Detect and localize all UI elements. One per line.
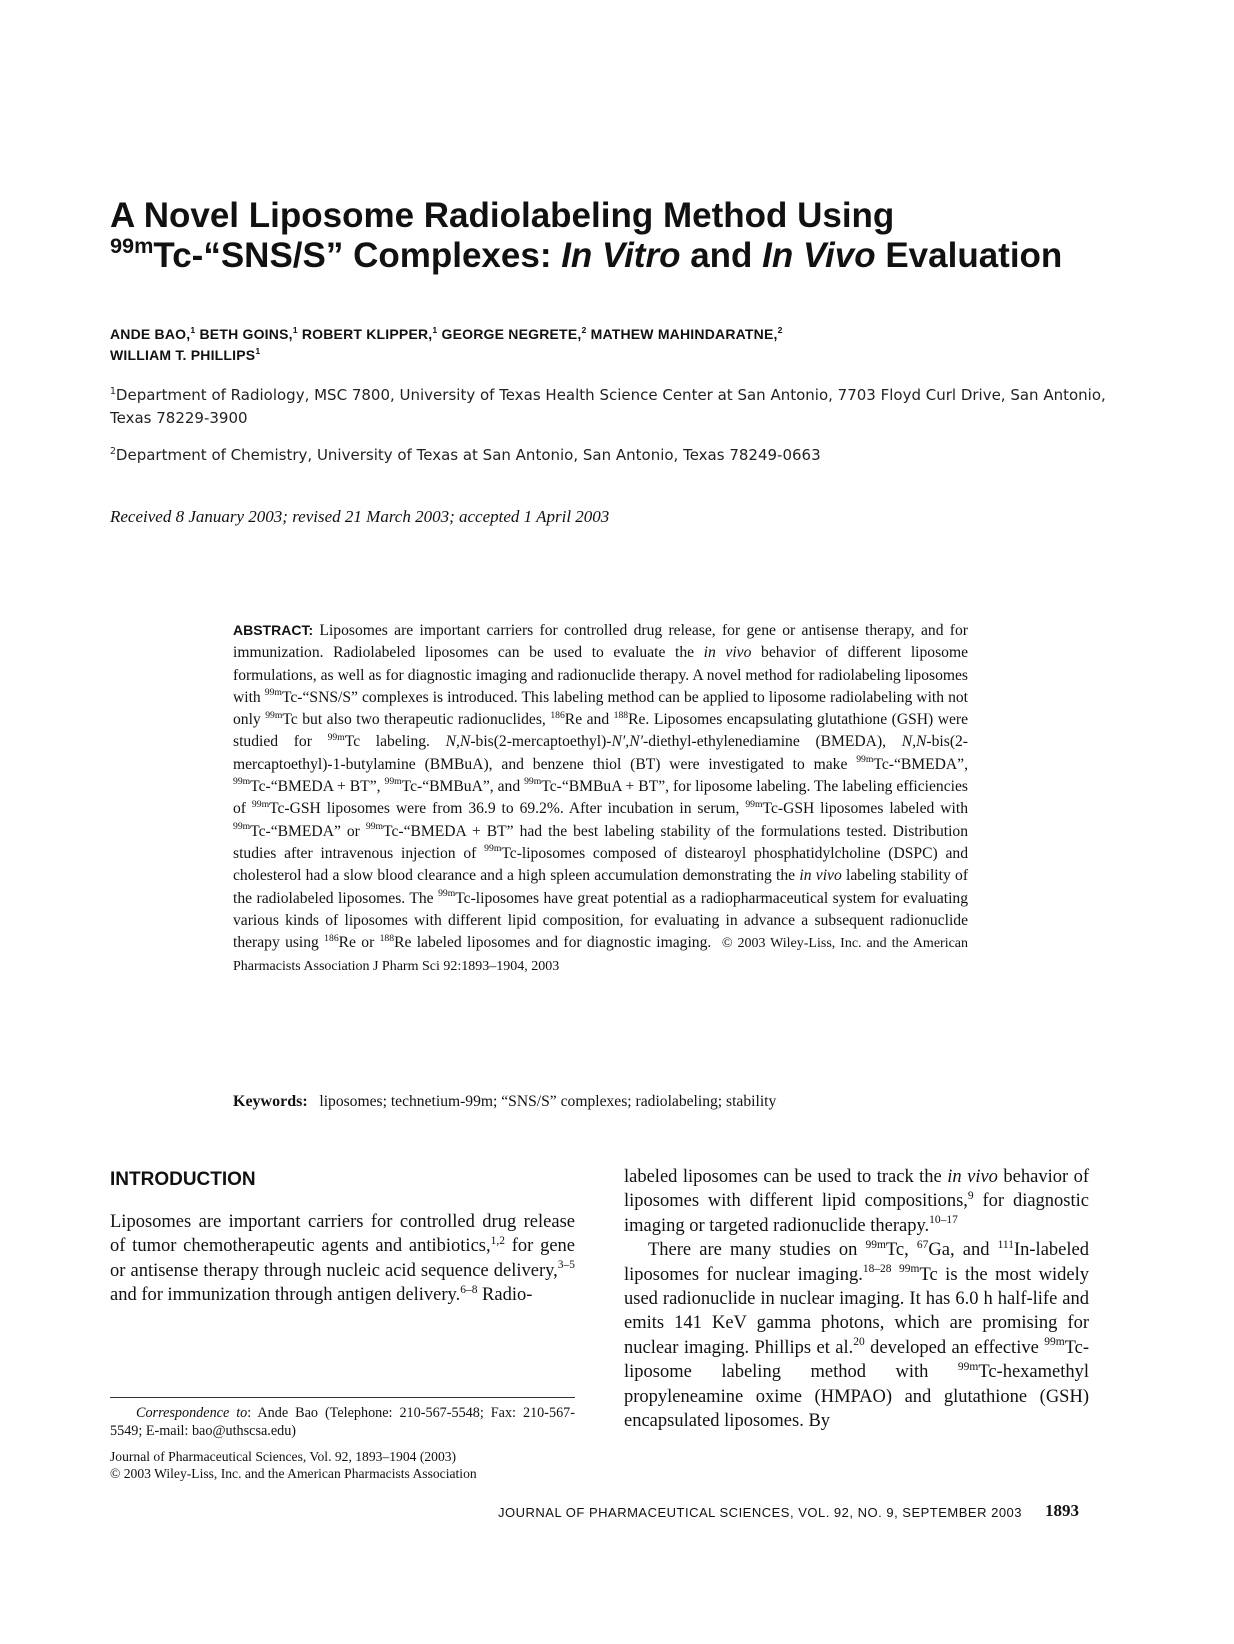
article-title — [110, 196, 1120, 276]
footnote-divider — [110, 1397, 575, 1398]
title-in-vivo: In Vivo — [762, 236, 876, 275]
author: MATHEW MAHINDARATNE,$^2$ — [590, 324, 783, 342]
abstract-label: ABSTRACT: — [233, 622, 314, 638]
intro-paragraph-2: There are many studies on $^{99m}$Tc, $^{67}$Ga, and $^{111}$In-labeled liposomes for nuclear imaging.$^{18-28}$ $^{99m}$Tc is the most widely used radionuclide in nuclear imaging. It has 6.0 h half-life and emits 141 KeV gamma photons, which are promising for nuclear imaging. Phillips et al.$^{20}$ developed an effective $^{99m}$Tc-liposome labeling method with $^{99m}$Tc-hexamethyl propyleneamine oxime (HMPAO) and glutathione (GSH) encapsulated liposomes. By — [624, 1238, 1089, 1432]
affiliation-2: $^2$Department of Chemistry, University of Texas at San Antonio, San Antonio, Texas 78249-0663 — [110, 445, 821, 464]
title-in-vitro: In Vitro — [561, 236, 681, 275]
correspondence-label: Correspondence to — [136, 1405, 248, 1421]
journal-copyright: © 2003 Wiley-Liss, Inc. and the American Pharmacists Association — [110, 1465, 477, 1481]
intro-paragraph-continued: labeled liposomes can be used to track the in vivo behavior of liposomes with different lipid compositions,$^9$ for diagnostic imaging or targeted radionuclide therapy.$^{10-17}$ — [624, 1167, 1090, 1236]
title-line-2-a: Tc-“SNS/S” Complexes: — [153, 236, 562, 275]
keywords — [233, 1091, 968, 1113]
intro-right-column — [624, 1165, 1089, 1433]
page-number: 1893 — [1045, 1501, 1079, 1520]
received-dates: Received 8 January 2003; revised 21 March 2003; accepted 1 April 2003 — [110, 507, 610, 526]
title-isotope-sup: 99m — [110, 233, 154, 259]
intro-paragraph-left: Liposomes are important carriers for controlled drug release of tumor chemotherapeutic agents and antibiotics,$^{1,2}$ for gene or antisense therapy through nucleic acid sequence delivery,$^{3-5}$ and for immunization through antigen delivery.$^{6-8}$ Radio- — [110, 1212, 575, 1306]
journal-info — [110, 1449, 575, 1482]
title-and: and — [680, 236, 763, 275]
correspondence-footnote: Correspondence to: Ande Bao (Telephone: 210-567-5548; Fax: 210-567-5549; E-mail: bao@uthscsa.edu) — [110, 1405, 575, 1439]
affiliation-1: $^1$Department of Radiology, MSC 7800, University of Texas Health Science Center at San Antonio, 7703 Floyd Curl Drive, San Antonio, Texas 78229-3900 — [110, 385, 1106, 427]
title-line-1: A Novel Liposome Radiolabeling Method Using — [110, 196, 895, 235]
running-footer: JOURNAL OF PHARMACEUTICAL SCIENCES, VOL. 92, NO. 9, SEPTEMBER 2003 — [498, 1505, 1023, 1520]
abstract-citation: © 2003 Wiley-Liss, Inc. and the American Pharmacists Association J Pharm Sci 92:1893–1904, 2003 — [233, 936, 969, 975]
journal-citation: Journal of Pharmaceutical Sciences, Vol. 92, 1893–1904 (2003) — [110, 1449, 457, 1464]
author: ROBERT KLIPPER,$^1$ — [301, 324, 438, 342]
author-list — [110, 324, 1110, 366]
keywords-text: liposomes; technetium-99m; “SNS/S” complexes; radiolabeling; stability — [319, 1093, 777, 1110]
section-heading-introduction: INTRODUCTION — [110, 1169, 256, 1190]
author: ANDE BAO,$^1$ — [110, 324, 196, 342]
abstract: ABSTRACT: Liposomes are important carriers for controlled drug release, for gene or antisense therapy, and for immunization. Radiolabeled liposomes can be used to evaluate the in vivo behavior of different liposome formulations, as well as for diagnostic imaging and radionuclide therapy. A novel method for radiolabeling liposomes with $^{99m}$Tc-“SNS/S” complexes is introduced. This labeling method can be applied to liposome radiolabeling with not only $^{99m}$Tc but also two therapeutic radionuclides, $^{186}$Re and $^{188}$Re. Liposomes encapsulating glutathione (GSH) were studied for $^{99m}$Tc labeling. N,N-bis(2-mercaptoethyl)-N′,N′-diethyl-ethylenediamine (BMEDA), N,N-bis(2-mercaptoethyl)-1-butylamine (BMBuA), and benzene thiol (BT) were investigated to make $^{99m}$Tc-“BMEDA”, $^{99m}$Tc-“BMEDA + BT”, $^{99m}$Tc-“BMBuA”, and $^{99m}$Tc-“BMBuA + BT”, for liposome labeling. The labeling efficiencies of $^{99m}$Tc-GSH liposomes were from 36.9 to 69.2%. After incubation in serum, $^{99m}$Tc-GSH liposomes labeled with $^{99m}$Tc-“BMEDA” or $^{99m}$Tc-“BMEDA + BT” had the best labeling stability of the formulations tested. Distribution studies after intravenous injection of $^{99m}$Tc-liposomes composed of distearoyl phosphatidylcholine (DSPC) and cholesterol had a slow blood clearance and a high spleen accumulation demonstrating the in vivo labeling stability of the radiolabeled liposomes. The $^{99m}$Tc-liposomes have great potential as a radiopharmaceutical system for evaluating various kinds of liposomes with different lipid composition, for evaluating in advance a subsequent radionuclide therapy using $^{186}$Re or $^{188}$Re labeled liposomes and for diagnostic imaging. © 2003 Wiley-Liss, Inc. and the American Pharmacists Association J Pharm Sci 92:1893–1904, 2003 — [233, 622, 969, 975]
keywords-label: Keywords: — [233, 1093, 308, 1110]
author: WILLIAM T. PHILLIPS$^1$ — [110, 345, 261, 363]
author: BETH GOINS,$^1$ — [199, 324, 298, 342]
author: GEORGE NEGRETE,$^2$ — [441, 324, 587, 342]
title-evaluation: Evaluation — [875, 236, 1063, 275]
